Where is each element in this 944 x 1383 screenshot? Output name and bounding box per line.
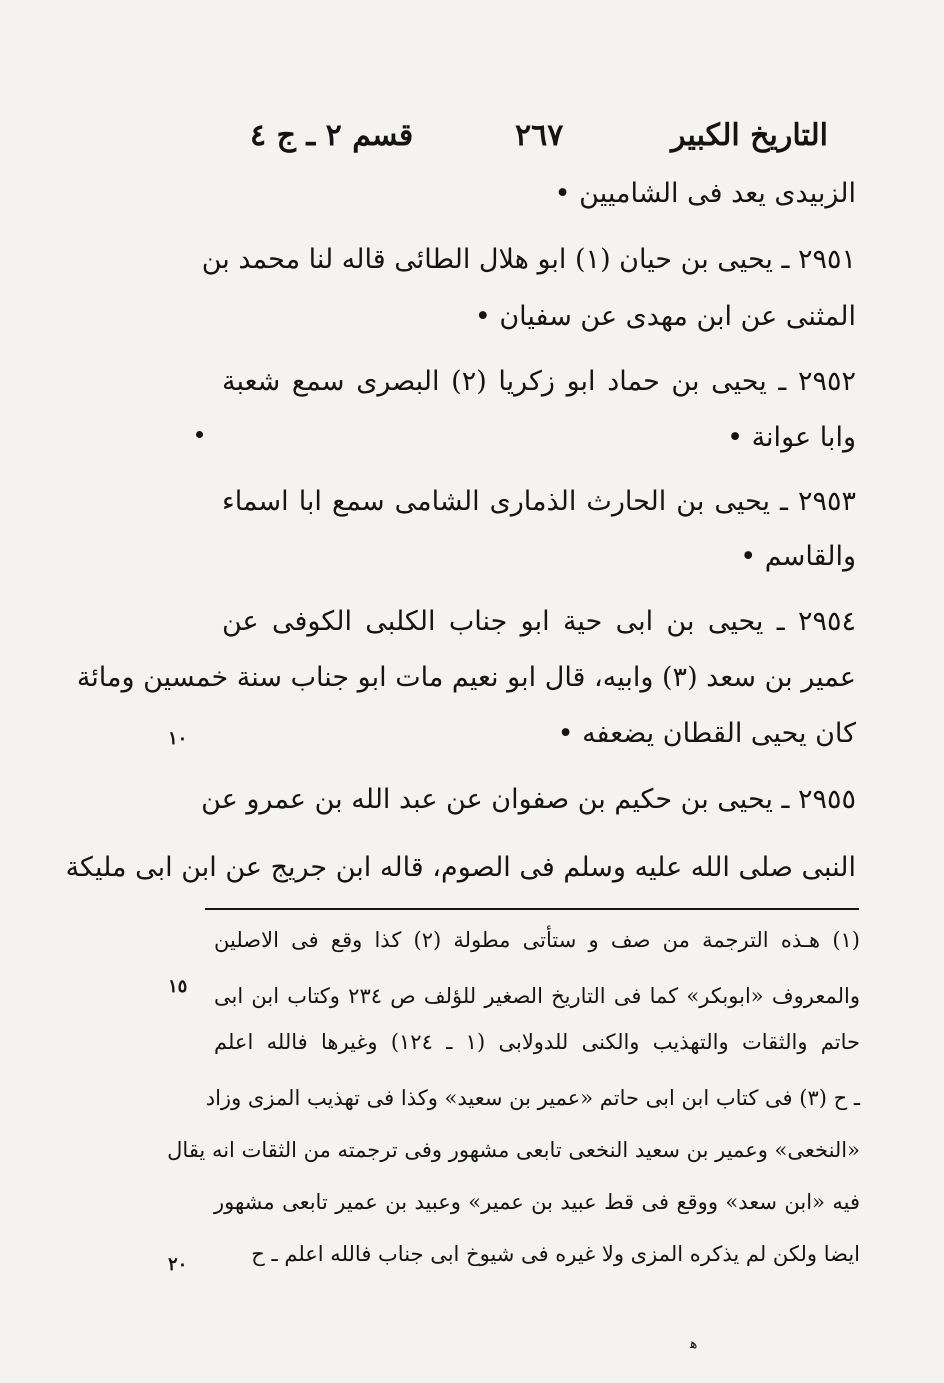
footnote-separator <box>205 908 859 910</box>
margin-line-number-20: ٢٠ <box>168 1254 188 1275</box>
footnote-line: حاتم والثقات والتهذيب والكنى للدولابى (١ ـ ١٢٤) وغيرها فالله اعلم <box>214 1030 860 1054</box>
book-title: التاريخ الكبير <box>670 118 828 153</box>
body-line: والقاسم • <box>740 541 856 572</box>
margin-dot-mark <box>196 431 203 438</box>
footnote-line: «النخعى» وعمير بن سعيد النخعى تابعى مشهور وفى ترجمته من الثقات انه يقال <box>167 1138 860 1162</box>
body-line: وابا عوانة • <box>727 422 856 453</box>
footnote-line: (١) هـذه الترجمة من صف و ستأتى مطولة (٢) كذا وقع فى الاصلين <box>214 928 860 952</box>
body-line: الزبيدى يعد فى الشاميين • <box>554 178 856 209</box>
margin-line-number-15: ١٥ <box>168 976 188 997</box>
footnote-line: والمعروف «ابوبكر» كما فى التاريخ الصغير للؤلف ص ٢٣٤ وكتاب ابن ابى <box>214 984 860 1008</box>
margin-line-number-10: ١٠ <box>168 728 188 749</box>
footnote-line: ـ ح (٣) فى كتاب ابن ابى حاتم «عمير بن سعيد» وكذا فى تهذيب المزى وزاد <box>205 1086 860 1110</box>
body-line: النبى صلى الله عليه وسلم فى الصوم، قاله ابن جريج عن ابن ابى مليكة <box>65 852 856 883</box>
body-line: عمير بن سعد (٣) وابيه، قال ابو نعيم مات ابو جناب سنة خمسين ومائة <box>76 662 856 693</box>
entry-2951-line: ٢٩٥١ ـ يحيى بن حيان (١) ابو هلال الطائى قاله لنا محمد بن <box>201 244 856 275</box>
entry-2955-line: ٢٩٥٥ ـ يحيى بن حكيم بن صفوان عن عبد الله بن عمرو عن <box>201 784 856 815</box>
body-line: كان يحيى القطان يضعفه • <box>557 718 856 749</box>
body-line: المثنى عن ابن مهدى عن سفيان • <box>474 301 856 332</box>
part-label: قسم ٢ ـ ج ٤ <box>250 118 414 153</box>
entry-2953-line: ٢٩٥٣ ـ يحيى بن الحارث الذمارى الشامى سمع ابا اسماء <box>222 486 856 517</box>
entry-2954-line: ٢٩٥٤ ـ يحيى بن ابى حية ابو جناب الكلبى الكوفى عن <box>222 606 856 637</box>
printer-mark: ﻫ <box>690 1336 698 1352</box>
entry-2952-line: ٢٩٥٢ ـ يحيى بن حماد ابو زكريا (٢) البصرى سمع شعبة <box>222 366 856 397</box>
page-number: ٢٦٧ <box>515 118 564 153</box>
footnote-line: فيه «ابن سعد» ووقع فى قط عبيد بن عمير» وعبيد بن عمير تابعى مشهور <box>214 1190 860 1214</box>
page-header <box>250 118 840 162</box>
footnote-line: ايضا ولكن لم يذكره المزى ولا غيره فى شيوخ ابى جناب فالله اعلم ـ ح <box>251 1242 860 1266</box>
